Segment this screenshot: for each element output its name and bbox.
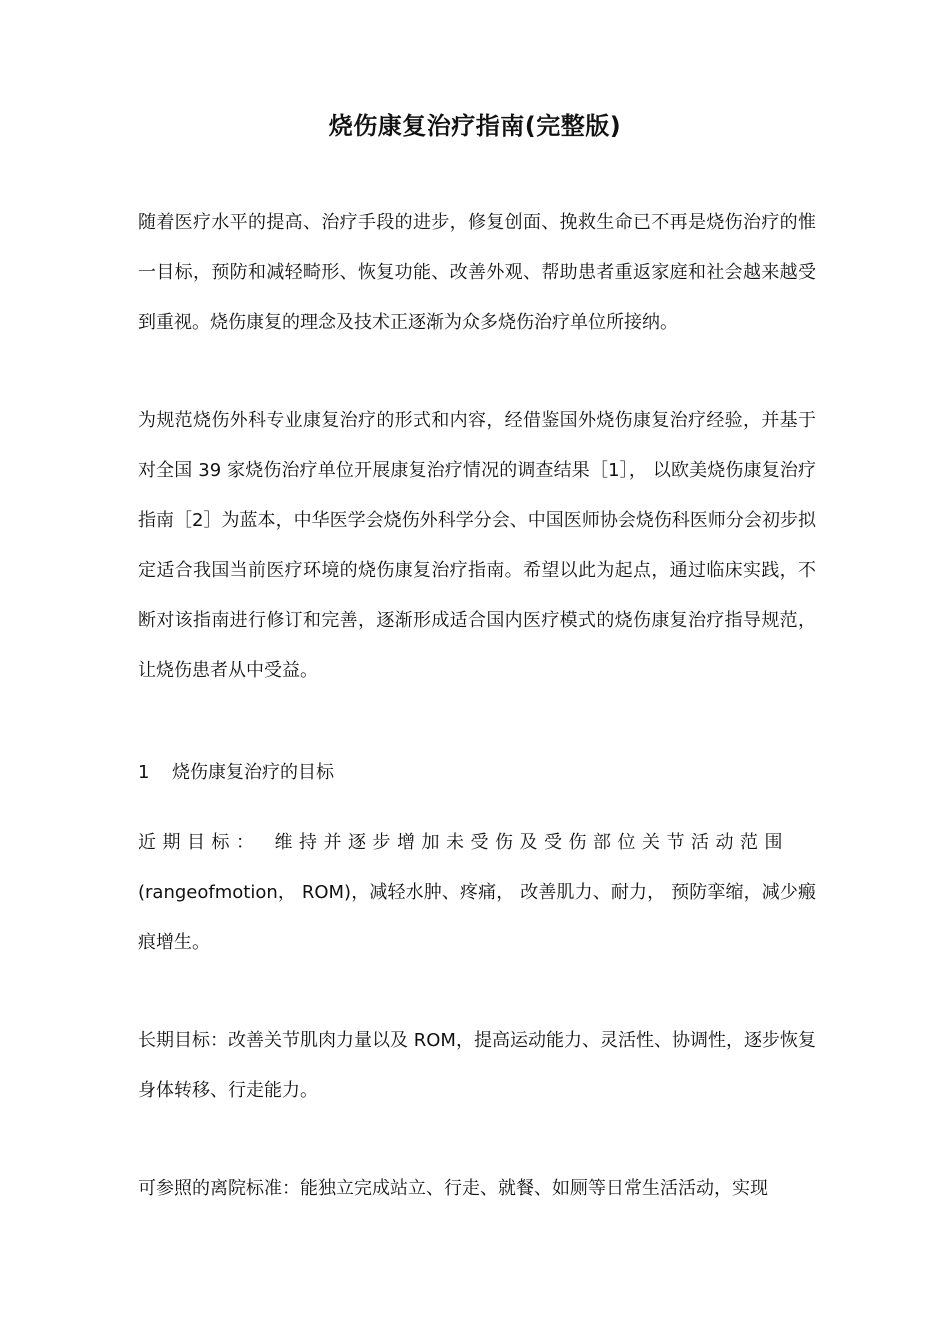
long-term-goal-paragraph: 长期目标：改善关节肌肉力量以及 ROM，提高运动能力、灵活性、协调性，逐步恢复身体转移、行走能力。 — [138, 1030, 816, 1101]
section-number: 1 — [138, 762, 150, 783]
document-title: 烧伤康复治疗指南(完整版) — [328, 112, 622, 140]
short-term-goal-continuation: (rangeofmotion， ROM)，减轻水肿、疼痛， 改善肌力、耐力， 预防挛缩，减少瘢痕增生。 — [138, 882, 816, 953]
short-term-goal-paragraph — [138, 818, 816, 968]
section-heading — [138, 748, 334, 798]
short-term-goal-text: 维持并逐步增加未受伤及受伤部位关节活动范围 — [274, 832, 789, 853]
purpose-paragraph: 为规范烧伤外科专业康复治疗的形式和内容，经借鉴国外烧伤康复治疗经验，并基于对全国 39 家烧伤治疗单位开展康复治疗情况的调查结果［1］， 以欧美烧伤康复治疗指南［2］为蓝本，中华医学会烧伤外科学分会、中国医师协会烧伤科医师分会初步拟定适合我国当前医疗环境的烧伤康复治疗指南。希望以此为起点，通过临床实践，不断对该指南进行修订和完善，逐渐形成适合国内医疗模式的烧伤康复治疗指导规范，让烧伤患者从中受益。 — [138, 410, 816, 681]
discharge-criteria-paragraph: 可参照的离院标准：能独立完成站立、行走、就餐、如厕等日常生活活动，实现 — [138, 1178, 768, 1199]
short-term-goal-first-line — [138, 818, 816, 868]
section-title: 烧伤康复治疗的目标 — [172, 762, 334, 783]
short-term-goal-label: 近期目标： — [138, 832, 261, 853]
intro-paragraph: 随着医疗水平的提高、治疗手段的进步，修复创面、挽救生命已不再是烧伤治疗的惟一目标，预防和减轻畸形、恢复功能、改善外观、帮助患者重返家庭和社会越来越受到重视。烧伤康复的理念及技术正逐渐为众多烧伤治疗单位所接纳。 — [138, 212, 816, 333]
